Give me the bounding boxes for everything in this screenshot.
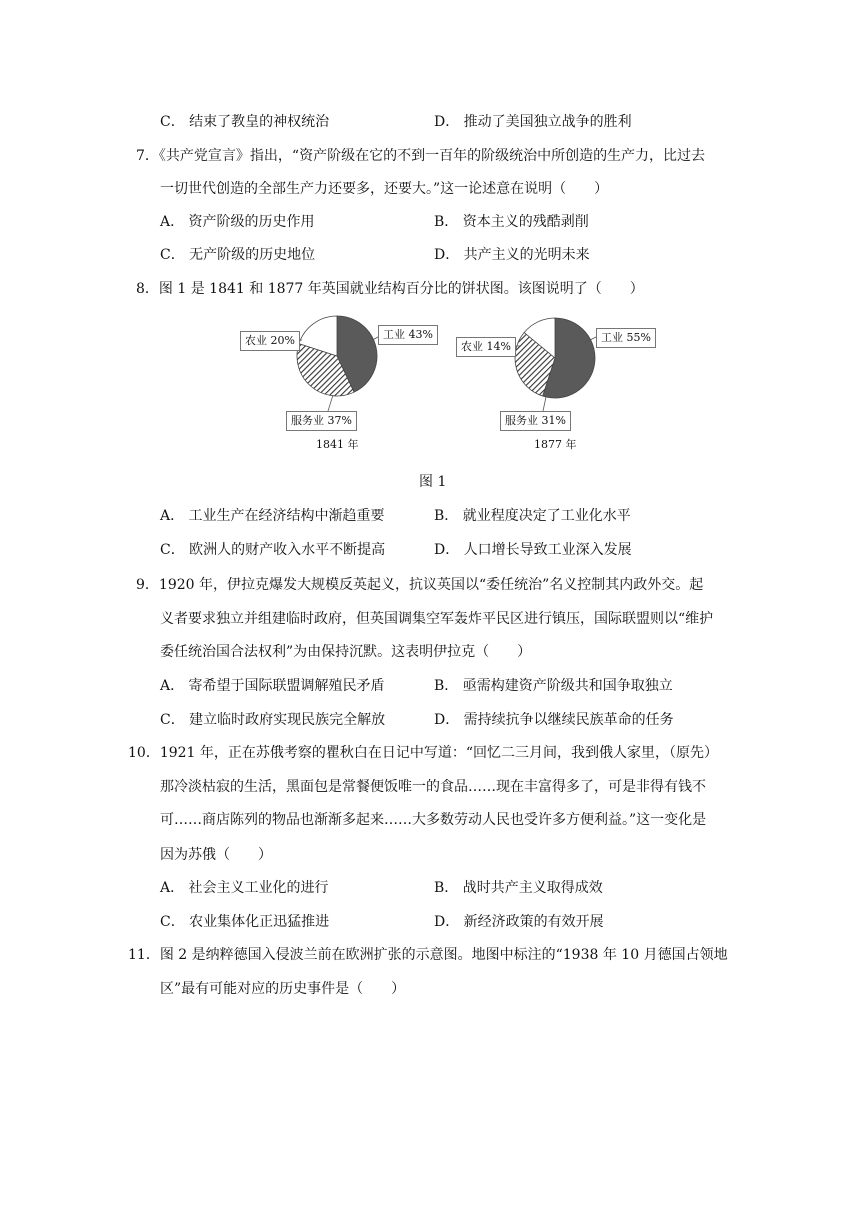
q11-stem-line-2: 区”最有可能对应的历史事件是（ ） (160, 981, 406, 997)
pie-1841-label-services: 服务业 37% (286, 411, 357, 431)
pie-1841-label-industry: 工业 43% (378, 325, 438, 345)
q7-option-c: C． 无产阶级的历史地位 (160, 247, 316, 263)
figure-1-caption: 图 1 (419, 474, 447, 490)
q9-stem-line-2: 义者要求独立并组建临时政府，但英国调集空军轰炸平民区进行镇压，国际联盟则以“维护 (160, 611, 714, 627)
pie-1877-label-services: 服务业 31% (500, 411, 571, 431)
pie-1841-label-agriculture: 农业 20% (240, 331, 300, 351)
q9-option-c: C． 建立临时政府实现民族完全解放 (160, 712, 386, 728)
q10-stem-line-4: 因为苏俄（ ） (160, 847, 272, 863)
q8-option-a: A． 工业生产在经济结构中渐趋重要 (160, 508, 385, 524)
q10-stem-line-2: 那冷淡枯寂的生活，黑面包是常餐便饭唯一的食品……现在丰富得多了，可是非得有钱不 (160, 779, 706, 795)
pie-chart-1841 (297, 316, 377, 396)
q7-option-d: D． 共产主义的光明未来 (434, 247, 590, 263)
pie-1841-year: 1841 年 (316, 438, 359, 451)
pie-1877-label-agriculture: 农业 14% (456, 337, 516, 357)
q10-option-a: A． 社会主义工业化的进行 (160, 880, 329, 896)
q10-option-b: B． 战时共产主义取得成效 (434, 880, 603, 896)
pie-1877-label-industry: 工业 55% (596, 328, 656, 348)
q8-option-c: C． 欧洲人的财产收入水平不断提高 (160, 542, 386, 558)
q7-option-a: A． 资产阶级的历史作用 (160, 214, 315, 230)
q8-option-b: B． 就业程度决定了工业化水平 (434, 508, 631, 524)
q9-option-d: D． 需持续抗争以继续民族革命的任务 (434, 712, 674, 728)
q9-stem-line-1: 9．1920 年，伊拉克爆发大规模反英起义，抗议英国以“委任统治”名义控制其内政外交。起 (136, 577, 704, 593)
q6-option-d: D． 推动了美国独立战争的胜利 (434, 114, 632, 130)
q9-option-a: A． 寄希望于国际联盟调解殖民矛盾 (160, 678, 385, 694)
q10-option-d: D． 新经济政策的有效开展 (434, 914, 604, 930)
q8-stem-line-1: 8．图 1 是 1841 和 1877 年英国就业结构百分比的饼状图。该图说明了（ ） (136, 281, 644, 297)
pie-chart-1877 (515, 318, 595, 398)
q9-option-b: B． 亟需构建资产阶级共和国争取独立 (434, 678, 673, 694)
q7-stem-line-2: 一切世代创造的全部生产力还要多，还要大。”这一论述意在说明（ ） (160, 181, 609, 197)
q8-option-d: D． 人口增长导致工业深入发展 (434, 542, 632, 558)
q7-option-b: B． 资本主义的残酷剥削 (434, 214, 589, 230)
q10-option-c: C． 农业集体化正迅猛推进 (160, 914, 330, 930)
q6-option-c: C． 结束了教皇的神权统治 (160, 114, 330, 130)
q9-stem-line-3: 委任统治国合法权利”为由保持沉默。这表明伊拉克（ ） (160, 644, 532, 660)
q10-stem-line-3: 可……商店陈列的物品也渐渐多起来……大多数劳动人民也受许多方便利益。”这一变化是 (160, 812, 707, 828)
pie-1877-year: 1877 年 (534, 438, 577, 451)
q10-stem-line-1: 10．1921 年，正在苏俄考察的瞿秋白在日记中写道：“回忆二三月间，我到俄人家里，（原先） (128, 745, 719, 761)
q11-stem-line-1: 11．图 2 是纳粹德国入侵波兰前在欧洲扩张的示意图。地图中标注的“1938 年 10 月德国占领地 (128, 947, 728, 963)
q7-stem-line-1: 7．《共产党宣言》指出，“资产阶级在它的不到一百年的阶级统治中所创造的生产力，比过去 (136, 148, 706, 164)
